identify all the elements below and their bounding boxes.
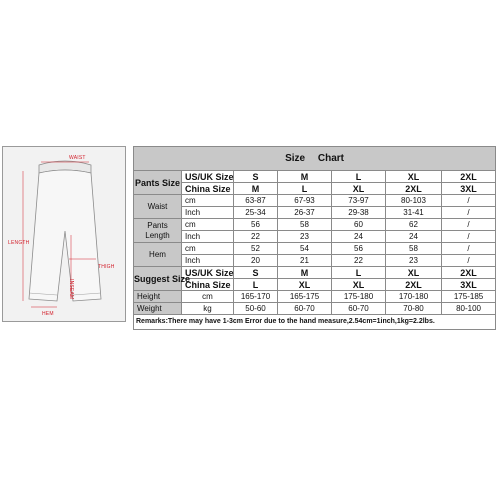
suggest-us-size-cell: L [332, 267, 386, 279]
us-size-cell: 2XL [442, 171, 496, 183]
waist-cm-cell: 63-87 [234, 195, 278, 207]
hem-cm-cell: 58 [386, 243, 442, 255]
weight-cell: 60-70 [278, 303, 332, 315]
unit-cell: cm [182, 291, 234, 303]
waist-inch-cell: 31-41 [386, 207, 442, 219]
us-size-cell: S [234, 171, 278, 183]
hem-inch-cell: / [442, 255, 496, 267]
pants-body [29, 170, 101, 301]
weight-cell: 60-70 [332, 303, 386, 315]
length-inch-cell: 24 [386, 231, 442, 243]
height-row-label: Height [134, 291, 182, 303]
table-row [134, 303, 496, 315]
length-inch-cell: / [442, 231, 496, 243]
suggest-china-size-cell: L [234, 279, 278, 291]
length-label: LENGTH [8, 240, 30, 246]
table-row [134, 147, 496, 171]
waist-inch-cell: 26-37 [278, 207, 332, 219]
china-size-cell: 2XL [386, 183, 442, 195]
weight-row-label: Weight [134, 303, 182, 315]
length-inch-cell: 23 [278, 231, 332, 243]
unit-cell: cm [182, 195, 234, 207]
hem-inch-cell: 23 [386, 255, 442, 267]
table-row [134, 291, 496, 303]
table-row [134, 267, 496, 279]
waist-row-label: Waist [134, 195, 182, 219]
pants-outline-drawing [3, 147, 127, 323]
table-row [134, 219, 496, 231]
china-size-label: China Size [182, 183, 234, 195]
weight-cell: 50-60 [234, 303, 278, 315]
hem-row-label: Hem [134, 243, 182, 267]
pants-measurement-illustration [2, 146, 126, 322]
length-cm-cell: 56 [234, 219, 278, 231]
suggest-china-size-cell: XL [278, 279, 332, 291]
table-row [134, 243, 496, 255]
length-cm-cell: / [442, 219, 496, 231]
unit-cell: kg [182, 303, 234, 315]
suggest-china-size-cell: 2XL [386, 279, 442, 291]
length-cm-cell: 62 [386, 219, 442, 231]
unit-cell: Inch [182, 231, 234, 243]
waist-inch-cell: 25-34 [234, 207, 278, 219]
hem-inch-cell: 21 [278, 255, 332, 267]
remarks-note: Remarks:There may have 1-3cm Error due to the hand measure,2.54cm=1inch,1kg=2.2lbs. [134, 315, 496, 330]
hem-label: HEM [42, 311, 54, 317]
hem-cm-cell: 56 [332, 243, 386, 255]
unit-cell: cm [182, 219, 234, 231]
unit-cell: Inch [182, 207, 234, 219]
table-row [134, 255, 496, 267]
chart-title: Size Chart [134, 147, 496, 171]
waist-cm-cell: 67-93 [278, 195, 332, 207]
unit-cell: cm [182, 243, 234, 255]
table-row [134, 183, 496, 195]
pants-length-row-label [134, 219, 182, 243]
suggest-china-size-cell: 3XL [442, 279, 496, 291]
suggest-china-size-cell: XL [332, 279, 386, 291]
suggest-us-uk-label: US/UK Size [182, 267, 234, 279]
pants-length-label-line2: Length [145, 230, 170, 240]
hem-inch-cell: 20 [234, 255, 278, 267]
china-size-cell: M [234, 183, 278, 195]
height-cell: 165-170 [234, 291, 278, 303]
height-cell: 175-180 [332, 291, 386, 303]
table-row [134, 315, 496, 330]
length-cm-cell: 60 [332, 219, 386, 231]
hem-cm-cell: 52 [234, 243, 278, 255]
table-row [134, 207, 496, 219]
thigh-label: THIGH [98, 264, 115, 270]
waist-label: WAIST [69, 155, 86, 161]
suggest-us-size-cell: M [278, 267, 332, 279]
height-cell: 170-180 [386, 291, 442, 303]
length-cm-cell: 58 [278, 219, 332, 231]
pants-length-label-line1: Pants [147, 220, 168, 230]
hem-cm-cell: 54 [278, 243, 332, 255]
length-inch-cell: 22 [234, 231, 278, 243]
height-cell: 175-185 [442, 291, 496, 303]
suggest-size-header: Suggest Size [134, 267, 182, 291]
china-size-cell: 3XL [442, 183, 496, 195]
china-size-cell: XL [332, 183, 386, 195]
weight-cell: 80-100 [442, 303, 496, 315]
suggest-us-size-cell: XL [386, 267, 442, 279]
unit-cell: Inch [182, 255, 234, 267]
suggest-us-size-cell: 2XL [442, 267, 496, 279]
waist-inch-cell: 29-38 [332, 207, 386, 219]
weight-cell: 70-80 [386, 303, 442, 315]
hem-inch-cell: 22 [332, 255, 386, 267]
suggest-china-label: China Size [182, 279, 234, 291]
hem-cm-cell: / [442, 243, 496, 255]
table-row [134, 171, 496, 183]
length-inch-cell: 24 [332, 231, 386, 243]
size-chart-table [133, 146, 496, 330]
pants-size-header: Pants Size [134, 171, 182, 195]
us-uk-size-label: US/UK Size [182, 171, 234, 183]
waist-cm-cell: 80-103 [386, 195, 442, 207]
us-size-cell: L [332, 171, 386, 183]
us-size-cell: XL [386, 171, 442, 183]
suggest-us-size-cell: S [234, 267, 278, 279]
waist-cm-cell: / [442, 195, 496, 207]
waist-cm-cell: 73-97 [332, 195, 386, 207]
table-row [134, 195, 496, 207]
table-row [134, 279, 496, 291]
china-size-cell: L [278, 183, 332, 195]
height-cell: 165-175 [278, 291, 332, 303]
waist-inch-cell: / [442, 207, 496, 219]
inseam-label: INSEAM [68, 279, 74, 300]
table-row [134, 231, 496, 243]
us-size-cell: M [278, 171, 332, 183]
